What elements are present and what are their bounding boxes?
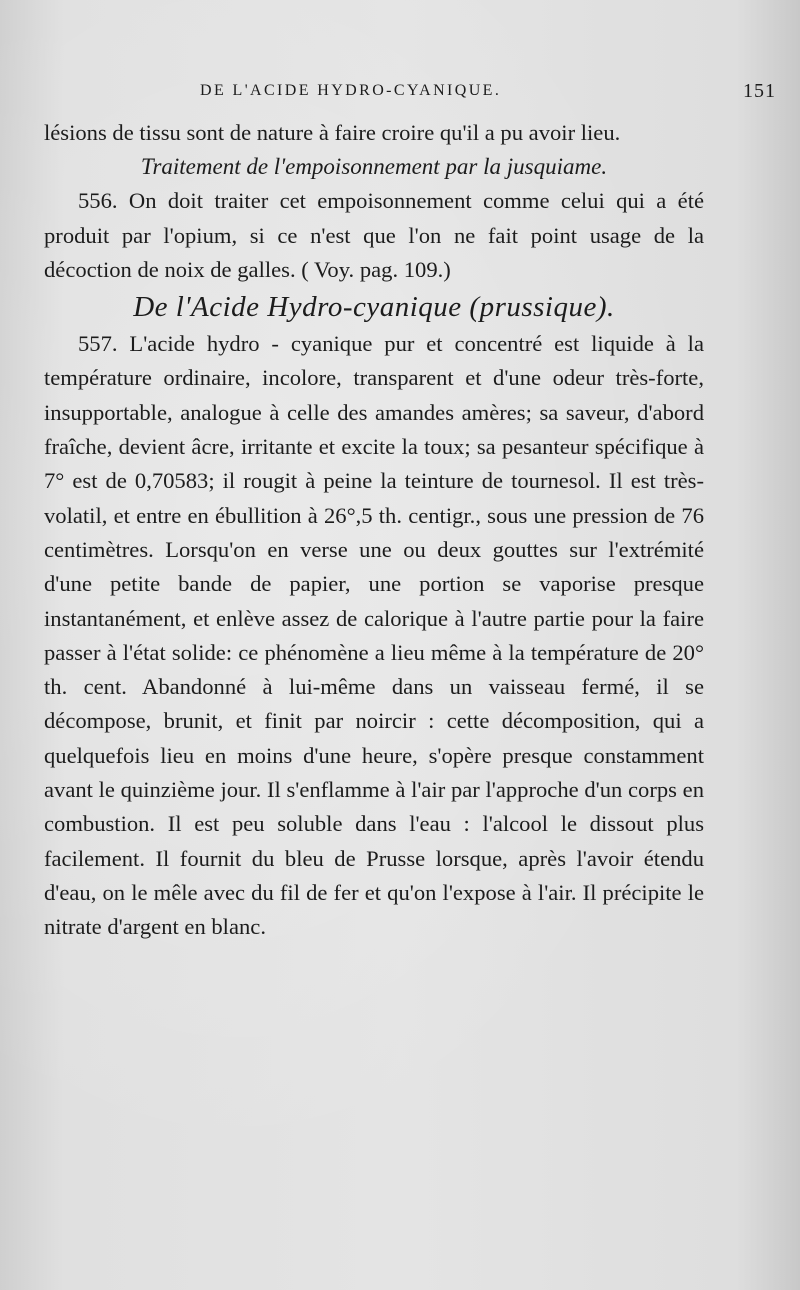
chapter-heading: De l'Acide Hydro-cyanique (prussique). — [133, 291, 615, 324]
paragraph-556: 556. On doit traiter cet empoisonnement comme celui qui a été produit par l'opium, si ce n'est que l'on ne fait point usage de la décoction de noix de galles. ( Voy. pag. 109.) — [44, 188, 704, 282]
opening-paragraph: lésions de tissu sont de nature à faire croire qu'il a pu avoir lieu. — [44, 120, 621, 145]
page-number: 151 — [743, 80, 776, 102]
running-head — [200, 82, 776, 108]
page-body — [44, 116, 704, 945]
paragraph-557: 557. L'acide hydro - cyanique pur et concentré est liquide à la température ordinaire, incolore, transparent et d'une odeur très-forte, insupportable, analogue à celle des amandes amères; sa saveur, d'abord fraîche, devient âcre, irritante et excite la toux; sa pesanteur spécifique à 7° est de 0,70583; il rougit à peine la teinture de tournesol. Il est très-volatil, et entre en ébullition à 26°,5 th. centigr., sous une pression de 76 centimètres. Lorsqu'on en verse une ou deux gouttes sur l'extrémité d'une petite bande de papier, une portion se vaporise presque instantanément, et enlève assez de calorique à l'autre partie pour la faire passer à l'état solide: ce phénomène a lieu même à la température de 20° th. cent. Abandonné à lui-même dans un vaisseau fermé, il se décompose, brunit, et finit par noircir : cette décomposition, qui a quelquefois lieu en moins d'une heure, s'opère presque constamment avant le quinzième jour. Il s'enflamme à l'air par l'approche d'un corps en combustion. Il est peu soluble dans l'eau : l'alcool le dissout plus facilement. Il fournit du bleu de Prusse lorsque, après l'avoir étendu d'eau, on le mêle avec du fil de fer et qu'on l'expose à l'air. Il précipite le nitrate d'argent en blanc. — [44, 331, 704, 940]
section-subheading: Traitement de l'empoisonnement par la jusquiame. — [140, 154, 608, 180]
running-head-title: DE L'ACIDE HYDRO-CYANIQUE. — [200, 82, 502, 99]
